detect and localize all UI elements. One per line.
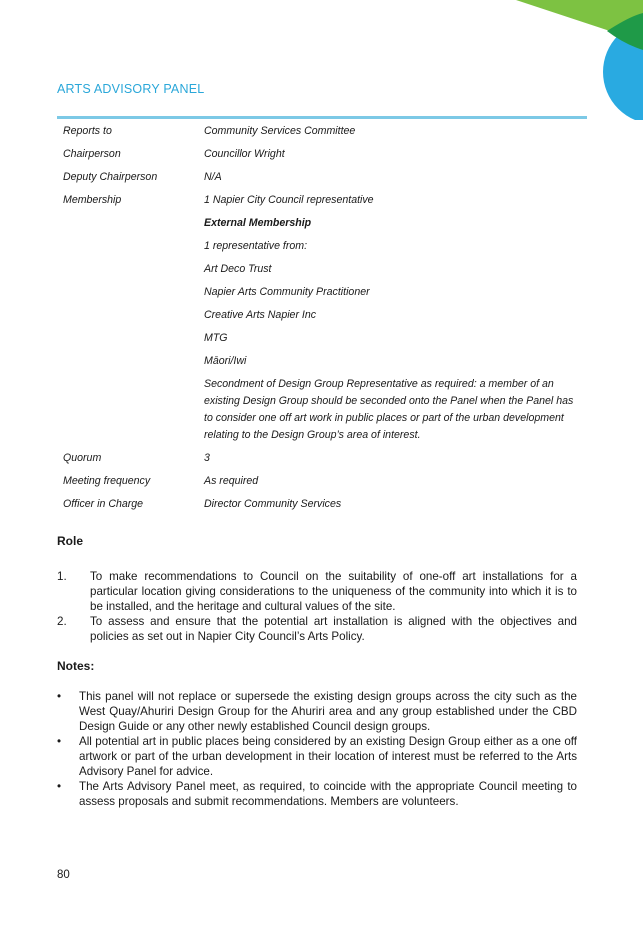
list-item bbox=[57, 689, 577, 734]
item-text: To assess and ensure that the potential art installation is aligned with the objectives and policies as set out in Napier City Council’s Arts Policy. bbox=[90, 615, 577, 643]
list-item bbox=[57, 779, 577, 809]
membership-item: Napier Arts Community Practitioner bbox=[204, 286, 370, 298]
title-rule bbox=[57, 116, 587, 119]
corner-decoration bbox=[0, 0, 643, 120]
item-text: To make recommendations to Council on the suitability of one-off art installations for a particular location giving considerations to the uniqueness of the community into which it is to be installed, and the heritage and cultural values of the site. bbox=[90, 570, 577, 613]
row-value: 1 Napier City Council representative bbox=[204, 194, 374, 206]
table-row bbox=[63, 494, 583, 517]
external-membership-heading: External Membership bbox=[204, 217, 312, 229]
table-row bbox=[63, 190, 583, 213]
table-row bbox=[63, 144, 583, 167]
row-label: Deputy Chairperson bbox=[63, 171, 158, 183]
membership-item: Māori/Iwi bbox=[204, 355, 247, 367]
row-value: As required bbox=[204, 475, 259, 487]
item-text: This panel will not replace or supersede the existing design groups across the city such as the West Quay/Ahuriri Design Group for the Ahuriri area and any group established under the CBD Design Guide or any other newly established Council design groups. bbox=[79, 690, 577, 733]
list-item bbox=[57, 734, 577, 779]
row-value: Director Community Services bbox=[204, 498, 342, 510]
membership-item: Creative Arts Napier Inc bbox=[204, 309, 317, 321]
membership-table bbox=[63, 121, 583, 517]
table-row bbox=[63, 448, 583, 471]
item-text: All potential art in public places being considered by an existing Design Group either as a one off artwork or part of the urban development in their location of interest must be referred to the Arts Advisory Panel for advice. bbox=[79, 735, 577, 778]
row-label: Officer in Charge bbox=[63, 498, 144, 510]
page-number: 80 bbox=[57, 869, 70, 881]
row-value: Councillor Wright bbox=[204, 148, 285, 160]
row-label: Reports to bbox=[63, 125, 112, 137]
row-label: Membership bbox=[63, 194, 122, 206]
role-heading: Role bbox=[57, 534, 84, 548]
list-item bbox=[57, 569, 577, 614]
notes-heading: Notes: bbox=[57, 659, 95, 673]
notes-list bbox=[57, 689, 577, 809]
item-number: 1. bbox=[57, 570, 67, 583]
table-row bbox=[63, 167, 583, 190]
row-value: Community Services Committee bbox=[204, 125, 356, 137]
row-label: Chairperson bbox=[63, 148, 121, 160]
item-text: The Arts Advisory Panel meet, as required, to coincide with the appropriate Council meeting to assess proposals and submit recommendations. Members are volunteers. bbox=[79, 780, 577, 808]
table-row bbox=[63, 121, 583, 144]
page-title: ARTS ADVISORY PANEL bbox=[57, 82, 205, 96]
list-item bbox=[57, 614, 577, 644]
membership-item: Secondment of Design Group Representative as required: a member of an existing Design Group should be seconded onto the Panel when the Panel has to consider one off art work in public places or part of the urban development relating to the Design Group’s area of interest. bbox=[204, 378, 574, 441]
membership-item: Art Deco Trust bbox=[204, 263, 272, 275]
row-label: Meeting frequency bbox=[63, 475, 151, 487]
bullet-icon: • bbox=[57, 780, 62, 793]
bullet-icon: • bbox=[57, 690, 62, 703]
row-label: Quorum bbox=[63, 452, 102, 464]
row-value: N/A bbox=[204, 171, 222, 183]
role-list bbox=[57, 569, 577, 644]
membership-item: 1 representative from: bbox=[204, 240, 308, 252]
membership-item: MTG bbox=[204, 332, 228, 344]
item-number: 2. bbox=[57, 615, 67, 628]
bullet-icon: • bbox=[57, 735, 62, 748]
row-value: 3 bbox=[204, 452, 210, 464]
table-row bbox=[63, 471, 583, 494]
